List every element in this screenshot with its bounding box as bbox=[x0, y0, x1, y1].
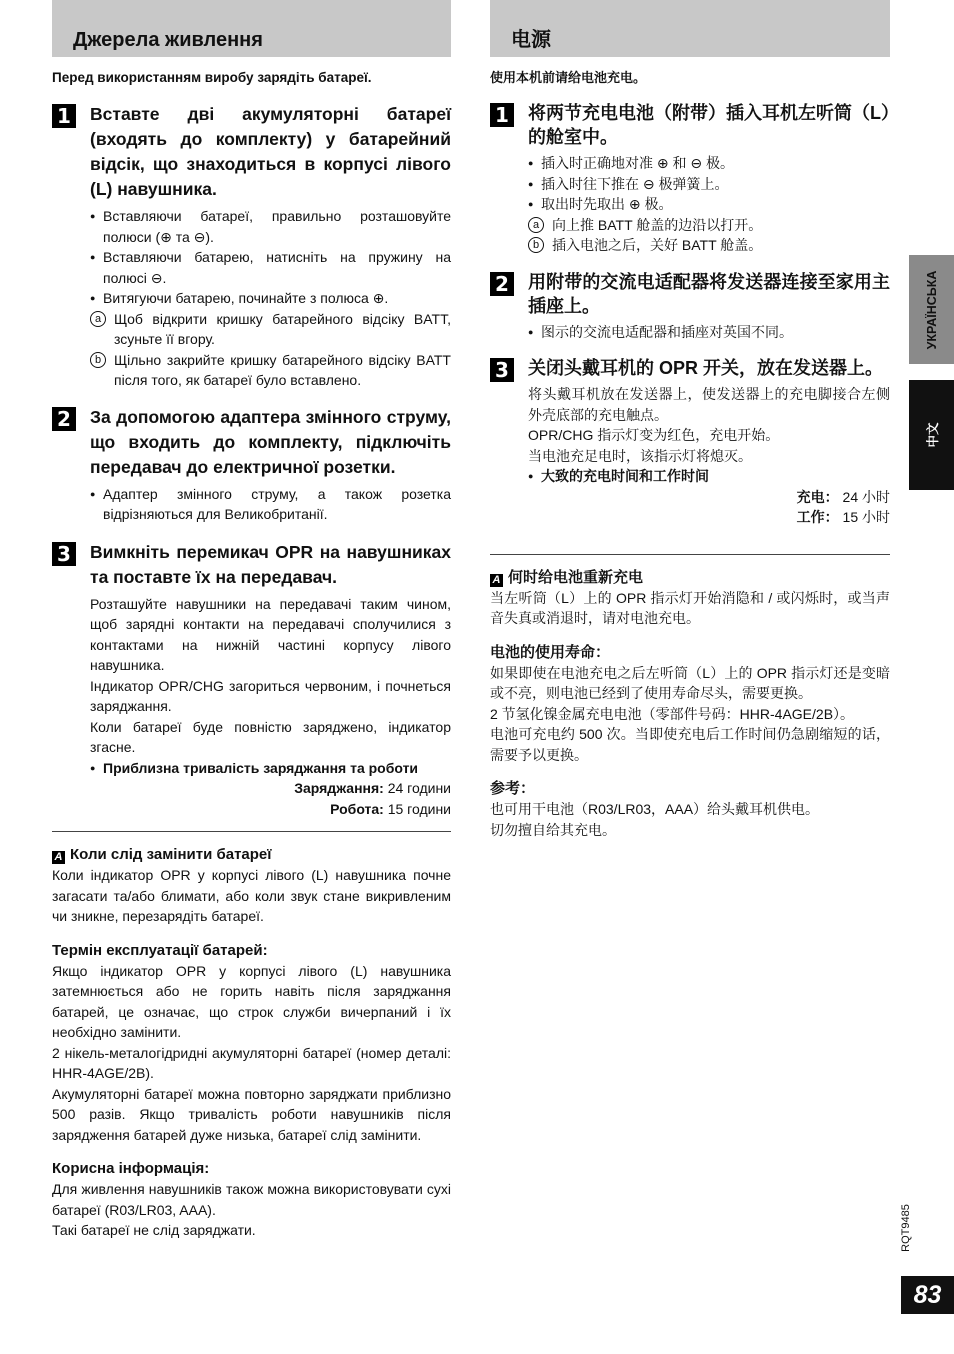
info-text: 切勿擅自给其充电。 bbox=[490, 821, 616, 838]
a-marker-icon: A bbox=[490, 574, 503, 587]
life-heading: Термін експлуатації батарей: bbox=[52, 941, 268, 959]
step-number: 1 bbox=[52, 104, 76, 128]
step-title: 将两节充电电池（附带）插入耳机左听筒（L）的舱室中。 bbox=[528, 103, 890, 147]
section-title-uk: Джерела живлення bbox=[52, 0, 451, 57]
step-text: 当电池充足电时，该指示灯将熄灭。 bbox=[528, 447, 752, 464]
approx-times-heading: ● Приблизна тривалість заряджання та роботи bbox=[90, 758, 451, 779]
step-1-uk bbox=[52, 102, 451, 391]
intro-note-zh: 使用本机前请给电池充电。 bbox=[490, 70, 647, 85]
circled-a-marker: a bbox=[528, 217, 544, 233]
life-section-zh bbox=[490, 643, 890, 766]
chinese-column bbox=[490, 0, 890, 840]
step-number: 3 bbox=[490, 358, 514, 382]
list-item: b Щільно закрийте кришку батарейного відсіку BATT після того, як батареї було вставлено. bbox=[90, 350, 451, 391]
life-text: 电池可充电约 500 次。当即使充电后工作时间仍急剧缩短的话，需要予以更换。 bbox=[490, 726, 890, 763]
step-title: Вставте дві акумуляторні батареї (входять до комплекту) у батарейний відсік, що знаходиться в корпусі лівого (L) навушника. bbox=[90, 104, 451, 199]
language-tab-ukrainian bbox=[909, 255, 954, 364]
step-bullets bbox=[90, 484, 451, 525]
list-item: a Щоб відкрити кришку батарейного відсіку BATT, зсуньте її вгору. bbox=[90, 309, 451, 350]
step-text: Розташуйте навушники на передавачі таким чином, щоб зарядні контакти на передавачі сполучилися з контактами на нижній частині корпусу лівого навушника. bbox=[90, 595, 451, 673]
language-tab-label: УКРАЇНСЬКА bbox=[924, 270, 939, 349]
section-title-zh: 电源 bbox=[490, 0, 890, 57]
step-bullets bbox=[528, 322, 890, 343]
list-item: ● Вставляючи батарею, натисніть на пружину на полюсі ⊖. bbox=[90, 247, 451, 288]
step-title: За допомогою адаптера змінного струму, що входить до комплекту, підключіть передавач до електричної розетки. bbox=[90, 406, 451, 477]
replace-text: 当左听筒（L）上的 OPR 指示灯开始消隐和 / 或闪烁时，或当声音失真或消退时，请对电池充电。 bbox=[490, 589, 890, 626]
life-text: 2 нікель-металогідридні акумуляторні батареї (номер деталі: HHR-4AGE/2B). bbox=[52, 1044, 451, 1081]
info-text: Для живлення навушників також можна використовувати сухі батареї (R03/LR03, AAA). bbox=[52, 1181, 451, 1218]
step-text: Індикатор OPR/CHG загориться червоним, і почнеться заряджання. bbox=[90, 677, 451, 714]
replace-heading: A 何时给电池重新充电 bbox=[490, 568, 890, 588]
page-number: 83 bbox=[901, 1276, 954, 1314]
step-1-zh bbox=[490, 101, 890, 256]
step-text: Коли батареї буде повністю заряджено, індикатор згасне. bbox=[90, 718, 451, 755]
divider bbox=[52, 831, 451, 832]
charge-time: 充电： 24 小时 bbox=[796, 488, 890, 505]
step-number: 1 bbox=[490, 103, 514, 127]
life-text: 如果即使在电池充电之后左听筒（L）上的 OPR 指示灯还是变暗或不亮，则电池已经到了使用寿命尽头，需要更换。 bbox=[490, 664, 890, 701]
circled-b-marker: b bbox=[528, 237, 544, 253]
info-section-zh bbox=[490, 779, 890, 840]
step-number: 2 bbox=[490, 272, 514, 296]
life-heading: 电池的使用寿命： bbox=[490, 643, 611, 661]
info-text: 也可用干电池（R03/LR03，AAA）给头戴耳机供电。 bbox=[490, 801, 820, 817]
step-bullets bbox=[528, 153, 890, 256]
approx-times-heading: ● 大致的充电时间和工作时间 bbox=[528, 466, 890, 487]
language-tab-label: 中文 bbox=[925, 422, 940, 448]
list-item: ● 插入时正确地对准 ⊕ 和 ⊖ 极。 bbox=[528, 153, 890, 174]
step-3-uk bbox=[52, 540, 451, 820]
document-code: RQT9485 bbox=[900, 1204, 912, 1252]
work-time: Робота: 15 години bbox=[330, 800, 451, 817]
divider bbox=[490, 554, 890, 555]
step-text: 将头戴耳机放在发送器上，使发送器上的充电脚接合左侧外壳底部的充电触点。 bbox=[528, 386, 890, 423]
step-text: OPR/CHG 指示灯变为红色，充电开始。 bbox=[528, 427, 780, 443]
info-section-uk bbox=[52, 1159, 451, 1241]
step-bullets bbox=[90, 758, 451, 779]
ukrainian-column bbox=[52, 0, 451, 1241]
step-title: Вимкніть перемикач OPR на навушниках та поставте їх на передавач. bbox=[90, 541, 451, 587]
step-3-zh bbox=[490, 356, 890, 528]
replace-section-zh bbox=[490, 568, 890, 629]
step-bullets bbox=[528, 466, 890, 487]
life-section-uk bbox=[52, 941, 451, 1146]
circled-a-marker: a bbox=[90, 311, 106, 327]
life-text: 2 节氢化镍金属充电电池（零部件号码：HHR-4AGE/2B）。 bbox=[490, 705, 855, 722]
step-title: 用附带的交流电适配器将发送器连接至家用主插座上。 bbox=[528, 271, 890, 316]
list-item: b 插入电池之后，关好 BATT 舱盖。 bbox=[528, 235, 890, 256]
list-item: ● 图示的交流电适配器和插座对英国不同。 bbox=[528, 322, 890, 343]
circled-b-marker: b bbox=[90, 352, 106, 368]
list-item: a 向上推 BATT 舱盖的边沿以打开。 bbox=[528, 215, 890, 236]
info-heading: 参考： bbox=[490, 780, 536, 797]
step-2-uk bbox=[52, 405, 451, 525]
charge-time: Заряджання: 24 години bbox=[294, 780, 451, 796]
language-tab-chinese bbox=[909, 380, 954, 490]
step-number: 2 bbox=[52, 407, 76, 431]
step-2-zh bbox=[490, 270, 890, 343]
replace-section-uk bbox=[52, 845, 451, 927]
list-item: ● 插入时往下推在 ⊖ 极弹簧上。 bbox=[528, 174, 890, 195]
replace-text: Коли індикатор OPR у корпусі лівого (L) навушника почне загасати та/або блимати, або коли звук стане викривленим чи зникне, перезарядіть батареї. bbox=[52, 867, 451, 924]
a-marker-icon: A bbox=[52, 851, 65, 864]
intro-note-uk: Перед використанням виробу зарядіть батареї. bbox=[52, 70, 372, 85]
info-text: Такі батареї не слід заряджати. bbox=[52, 1222, 256, 1238]
step-bullets bbox=[90, 206, 451, 391]
list-item: ● Витягуючи батарею, починайте з полюса ⊕. bbox=[90, 288, 451, 309]
list-item: ● Адаптер змінного струму, а також розетка відрізняються для Великобританії. bbox=[90, 484, 451, 525]
list-item: ● Вставляючи батареї, правильно розташовуйте полюси (⊕ та ⊖). bbox=[90, 206, 451, 247]
replace-heading: A Коли слід замінити батареї bbox=[52, 845, 451, 865]
step-number: 3 bbox=[52, 542, 76, 566]
work-time: 工作： 15 小时 bbox=[796, 509, 890, 525]
life-text: Якщо індикатор OPR у корпусі лівого (L) навушника затемнюється або не горить навіть після заряджання батарей, це означає, що строк служби вичерпаний і їх необхідно замінити. bbox=[52, 962, 451, 1040]
list-item: ● 取出时先取出 ⊕ 极。 bbox=[528, 194, 890, 215]
step-title: 关闭头戴耳机的 OPR 开关，放在发送器上。 bbox=[528, 358, 884, 378]
info-heading: Корисна інформація: bbox=[52, 1160, 210, 1177]
life-text: Акумуляторні батареї можна повторно заряджати приблизно 500 разів. Якщо тривалість роботи навушників після зарядження батарей дуже низька, батареї слід замінити. bbox=[52, 1085, 451, 1143]
